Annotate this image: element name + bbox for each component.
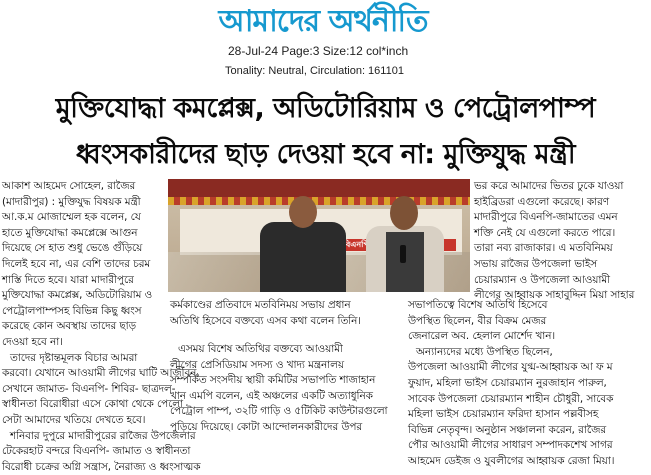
article-line: সভাপতিত্বে বিশেষ অতিথি হিসেবে <box>408 299 548 311</box>
article-line: দিয়েছে সে হাত শুধু ভেঙে গুঁড়িয়ে <box>2 242 143 255</box>
article-line: তাদের দৃষ্টান্তমূলক বিচার আমরা <box>10 351 138 364</box>
article-line: (মাদারীপুর) : মুক্তিযুদ্ধ বিষয়ক মন্ত্রী <box>2 195 141 208</box>
article-line: করবো। যেখানে আওয়ামী লীগের ঘাটি আজীবন, <box>2 367 200 380</box>
article-line: পৌর আওয়ামী লীগের সাধারণ সম্পাদকশেখ সাগর <box>408 439 613 452</box>
article-line: আ.ক.ম মোজাম্মেল হক বলেন, যে <box>2 211 141 224</box>
photo-speaker-left <box>260 222 346 292</box>
article-line: সম্পর্কিত সংসদীয় স্থায়ী কমিটির সভাপতি শাজাহান <box>170 374 376 387</box>
article-line: বিরোধী চক্রের অগ্নি সন্ত্রাস, নৈরাজ্য ও ধ্বংসাত্মক <box>2 460 201 473</box>
article-line: পুড়িয়ে দিয়েছে। কোটা আন্দোলনকারীদের উপর <box>170 420 363 433</box>
article-line: পেট্রোল পাম্প, ৩২টি গাড়ি ও ৫টিকিট কাউন্টারগুলো <box>170 405 388 418</box>
article-line: আহমেদ ডেইজ ও যুবলীগের আহ্বায়ক রেজা মিয়া। <box>408 454 615 467</box>
article-line: এসময় বিশেষ অতিথির বক্তব্যে আওয়ামী <box>178 343 343 355</box>
headline-line-2: ধ্বংসকারীদের ছাড় দেওয়া হবে না: মুক্তিযুদ্ধ মন্ত্রী <box>75 139 576 170</box>
headline-line-1: মুক্তিযোদ্ধা কমপ্লেক্স, অডিটোরিয়াম ও পেট্রোলপাম্প <box>55 93 596 124</box>
article-line: সেটা আমাদের খতিয়ে দেখতে হবে। <box>2 413 146 426</box>
article-line: মুক্তিযোদ্ধা কমপ্লেক্স, অডিটোরিয়াম ও <box>2 289 153 302</box>
article-line: শাস্তি দিতে হবে। যারা মাদারীপুরে <box>2 273 134 286</box>
article-line: মহিলা ভাইস চেয়ারম্যান ফরিদা হাসান পল্লবীসহ <box>408 408 599 421</box>
article-line: সভায় রাজৈর উপজেলা ভাইস <box>474 257 598 270</box>
article-line: লীগের প্রেসিডিয়াম সদস্য ও খাদ্য মন্ত্রনালয় <box>170 358 344 371</box>
article-line: দেওয়া হবে না। <box>2 335 63 348</box>
article-line: হাতে মুক্তিযোদ্ধা কমপ্লেক্সে আগুন <box>2 226 138 239</box>
article-line: সাবেক উপজেলা চেয়ারম্যান শাহীন চৌধুরী, সাবেক <box>408 392 614 405</box>
article-line: স্বাধীনতা বিরোধীরা এসে কোথা থেকে পেলো <box>2 398 183 411</box>
article-line: কর্মকাণ্ডের প্রতিবাদে মতবিনিময় সভায় প্রধান <box>170 299 351 311</box>
article-line: আকাশ আহমেদ সোহেল, রাজৈর <box>2 180 136 192</box>
newspaper-logo: আমাদের অর্থনীতি <box>218 4 428 39</box>
clip-tonality-circulation: Tonality: Neutral, Circulation: 161101 <box>225 65 404 77</box>
article-column-left <box>2 179 201 473</box>
article-column-middle-left <box>170 342 396 435</box>
article-line: তারা নব্য রাজাকার। এ মতবিনিময় <box>474 242 613 255</box>
article-line: শক্তি নেই যে এগুলো করতে পারে। <box>474 226 616 239</box>
article-line: টেকেরহাট বন্দরে বিএনপি- জামাত ও স্বাধীনতা <box>2 445 191 458</box>
clip-date-page-size: 28-Jul-24 Page:3 Size:12 col*inch <box>228 44 409 58</box>
article-line: দিলেই হবে না, এর বেশি তাদের চরম <box>2 257 151 270</box>
article-line: খান এমপি বলেন, এই অঞ্চলের একটি অত্যাধুনিক <box>170 389 373 402</box>
photo-stage-banner <box>168 179 470 197</box>
article-line: ভর করে আমাদের ভিতর ঢুকে যাওয়া <box>474 180 624 192</box>
article-line: মাদারীপুরে বিএনপি-জামাতের এমন <box>474 211 618 224</box>
article-line: অন্যান্যদের মধ্যে উপস্থিত ছিলেন, <box>416 345 553 358</box>
article-line: জেনারেল অব. হেলাল মোর্শেদ খান। <box>408 330 556 343</box>
photo-flower-garland <box>168 197 470 205</box>
masthead <box>0 0 651 44</box>
article-line: সেখানে জামাত- বিএনপি- শিবির- ছাত্রদল- <box>2 382 176 395</box>
article-column-middle-right <box>408 298 651 467</box>
article-line: বিভিন্ন নেতৃবৃন্দ। অনুষ্ঠান সঞ্চালনা করেন, রাজৈর <box>408 423 607 436</box>
microphone-icon <box>400 245 406 263</box>
article-line: অতিথি হিসেবে বক্তব্যে এসব কথা বলেন তিনি। <box>170 314 361 327</box>
article-line: চেয়ারম্যান ও উপজেলা আওয়ামী <box>474 273 611 286</box>
article-photo <box>168 179 470 292</box>
article-line: হাইব্রিডরা এগুলো করেছে। কারণ <box>474 195 609 208</box>
article-line: ফুয়াদ, মহিলা ভাইস চেয়ারম্যান নুরজাহান পারুল, <box>408 376 607 389</box>
article-line: লীগের আহ্বায়ক সাহাবুদ্দিন মিয়া সাহার <box>474 289 635 302</box>
article-column-right <box>474 179 651 302</box>
article-line: শনিবার দুপুরে মাদারীপুরের রাজৈর উপজেলার <box>10 429 196 442</box>
article-line: উপজেলা আওয়ামী লীগের যুগ্ম-আহ্বায়ক আ ফ ম <box>408 361 613 374</box>
article-line: পেট্রোলপাম্পসহ বিভিন্ন কিছু ধ্বংস <box>2 304 142 317</box>
article-line: করেছে কোন অবস্থায় তাদের ছাড় <box>2 320 137 333</box>
article-line: উপস্থিত ছিলেন, বীর বিক্রম মেজর <box>408 314 547 327</box>
